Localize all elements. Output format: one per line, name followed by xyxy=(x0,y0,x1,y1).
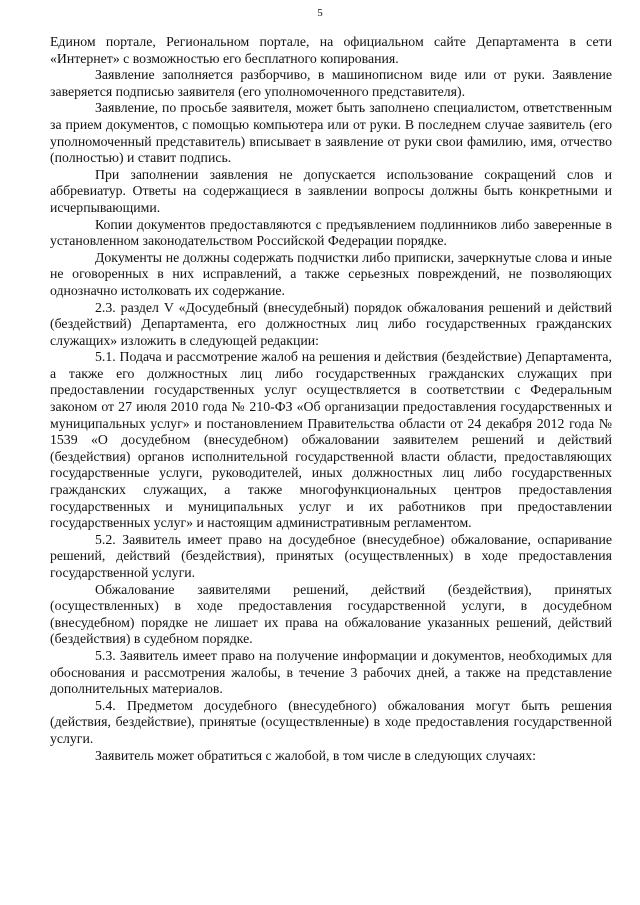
paragraph-clause-5-1: 5.1. Подача и рассмотрение жалоб на решения и действия (бездействие) Департамента, а также его должностных лиц либо государственных гражданских служащих при предоставлении государственных услуг осуществляется в соответствии с Федеральным законом от 27 июля 2010 года № 210-ФЗ «Об организации предоставления государственных и муниципальных услуг» и постановлением Правительства области от 24 декабря 2012 года № 1539 «О досудебном (внесудебном) обжаловании заявителем решений и действий (бездействия) органов исполнительной государственной власти области, предоставляющих государственные услуги, руководителей, иных должностных лиц либо государственных гражданских служащих, а также многофункциональных центров предоставления государственных и муниципальных услуг и их работников при предоставлении государственных услуг» и настоящим административным регламентом. xyxy=(50,349,612,531)
paragraph-application-filling: Заявление заполняется разборчиво, в машинописном виде или от руки. Заявление заверяется подписью заявителя (его уполномоченного представителя). xyxy=(50,67,612,99)
paragraph-clause-5-2: 5.2. Заявитель имеет право на досудебное (внесудебное) обжалование, оспаривание решений, действий (бездействия), принятых (осуществленных) в ходе предоставления государственной услуги. xyxy=(50,531,612,580)
paragraph-clause-5-4: 5.4. Предметом досудебного (внесудебного) обжалования могут быть решения (действия, бездействие), принятые (осуществленные) в ходе предоставления государственной услуги. xyxy=(50,697,612,746)
paragraph-clause-5-3: 5.3. Заявитель имеет право на получение информации и документов, необходимых для обоснования и рассмотрения жалобы, в течение 3 рабочих дней, а также на представление дополнительных материалов. xyxy=(50,647,612,697)
paragraph-no-corrections: Документы не должны содержать подчистки либо приписки, зачеркнутые слова и иные не оговоренных в них исправлений, а также серьезных повреждений, не позволяющих однозначно истолковать их содержание. xyxy=(50,249,612,298)
paragraph-filled-by-specialist: Заявление, по просьбе заявителя, может быть заполнено специалистом, ответственным за прием документов, с помощью компьютера или от руки. В последнем случае заявитель (его уполномоченный представитель) вписывает в заявление от руки свои фамилию, имя, отчество (полностью) и ставит подпись. xyxy=(50,100,612,166)
paragraph-complaint-cases: Заявитель может обратиться с жалобой, в том числе в следующих случаях: xyxy=(95,747,536,763)
page-number: 5 xyxy=(317,7,323,19)
paragraph-no-abbreviations: При заполнении заявления не допускается использование сокращений слов и аббревиатур. Ответы на содержащиеся в заявлении вопросы должны быть конкретными и исчерпывающими. xyxy=(50,166,612,215)
paragraph-section-2-3: 2.3. раздел V «Досудебный (внесудебный) порядок обжалования решений и действий (бездействий) Департамента, его должностных лиц либо государственных гражданских служащих» изложить в следующей редакции: xyxy=(50,299,612,348)
paragraph-appeal-rights: Обжалование заявителями решений, действий (бездействия), принятых (осуществленных) в ходе предоставления государственной услуги, в досудебном (внесудебном) порядке не лишает их права на обжалование указанных решений, действий (бездействия) в судебном порядке. xyxy=(50,581,612,647)
paragraph-continuation: Едином портале, Региональном портале, на официальном сайте Департамента в сети «Интернет» с возможностью его бесплатного копирования. xyxy=(50,34,612,66)
paragraph-document-copies: Копии документов предоставляются с предъявлением подлинников либо заверенные в установленном законодательством Российской Федерации порядке. xyxy=(50,216,612,249)
document-body xyxy=(50,34,612,764)
